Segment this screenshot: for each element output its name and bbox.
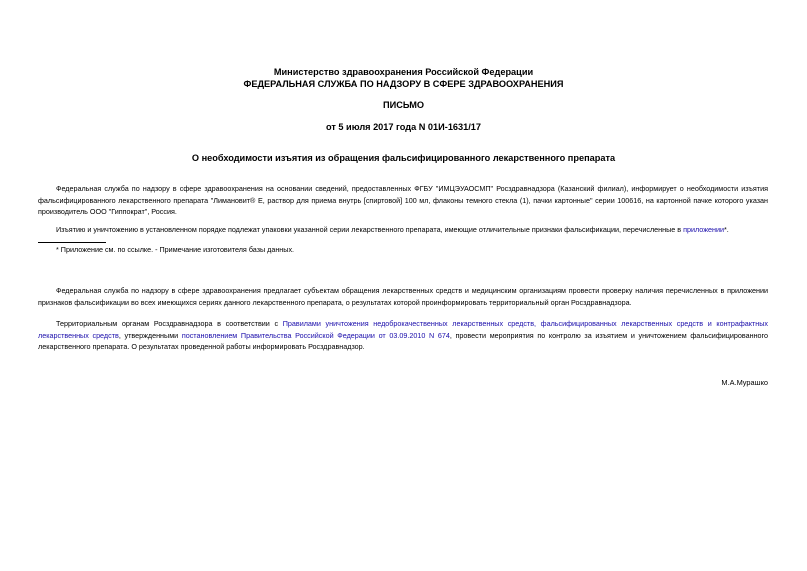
paragraph-4-text-c: , провести мероприятия по контролю за изъятием и уничтожением фальсифицированного лекарственного препарата. О результатах проведенной работы информировать Росздравнадзор. xyxy=(38,330,769,351)
document-type: ПИСЬМО xyxy=(382,100,425,110)
paragraph-1: Федеральная служба по надзору в сфере здравоохранения на основании сведений, предоставленных ФГБУ "ИМЦЭУАОСМП" Росздравнадзора (Казанский филиал), информирует о необходимости изъятия фальсифицированного лекарственного препарата "Лимановит® Е, раствор для приема внутрь [спиртовой] 100 мл, флаконы темного стекла (1), пачки картонные" серии 100616, на картонной пачке которого указан производитель ООО "Гиппократ", Россия. xyxy=(38,184,768,216)
service-name: ФЕДЕРАЛЬНАЯ СЛУЖБА ПО НАДЗОРУ В СФЕРЕ ЗДРАВООХРАНЕНИЯ xyxy=(243,79,564,89)
ministry-name: Министерство здравоохранения Российской Федерации xyxy=(273,67,534,77)
paragraph-2-text: Изъятию и уничтожению в установленном порядке подлежат упаковки указанной серии лекарственного препарата, имеющие отличительные признаки фальсификации, перечисленные в xyxy=(56,225,684,234)
footnote: * Приложение см. по ссылке. - Примечание изготовителя базы данных. xyxy=(56,245,295,254)
paragraph-2-end: *. xyxy=(724,225,729,234)
paragraph-2 xyxy=(38,224,768,236)
paragraph-4-text-a: Территориальным органам Росздравнадзора в соответствии с xyxy=(56,319,283,328)
resolution-link[interactable]: постановлением Правительства Российской Федерации от 03.09.2010 N 674 xyxy=(181,330,450,340)
rules-link[interactable]: Правилами уничтожения недоброкачественных лекарственных средств, фальсифицированных лекарственных средств и контрафактных лекарственных средств xyxy=(38,319,768,340)
document-subject: О необходимости изъятия из обращения фальсифицированного лекарственного препарата xyxy=(191,153,616,163)
paragraph-3: Федеральная служба по надзору в сфере здравоохранения предлагает субъектам обращения лекарственных средств и медицинским организациям провести проверку наличия перечисленных в приложении признаков фальсификации во всех имеющихся сериях данного лекарственного препарата, о результатах которой проинформировать территориальный орган Росздравнадзора. xyxy=(38,286,768,307)
appendix-link[interactable]: приложении xyxy=(683,225,724,234)
signature: М.А.Мурашко xyxy=(721,378,768,387)
paragraph-4 xyxy=(38,318,768,353)
document-date-number: от 5 июля 2017 года N 01И-1631/17 xyxy=(325,122,482,132)
footnote-divider xyxy=(38,242,106,243)
paragraph-4-text-b: , утвержденными xyxy=(118,330,182,340)
